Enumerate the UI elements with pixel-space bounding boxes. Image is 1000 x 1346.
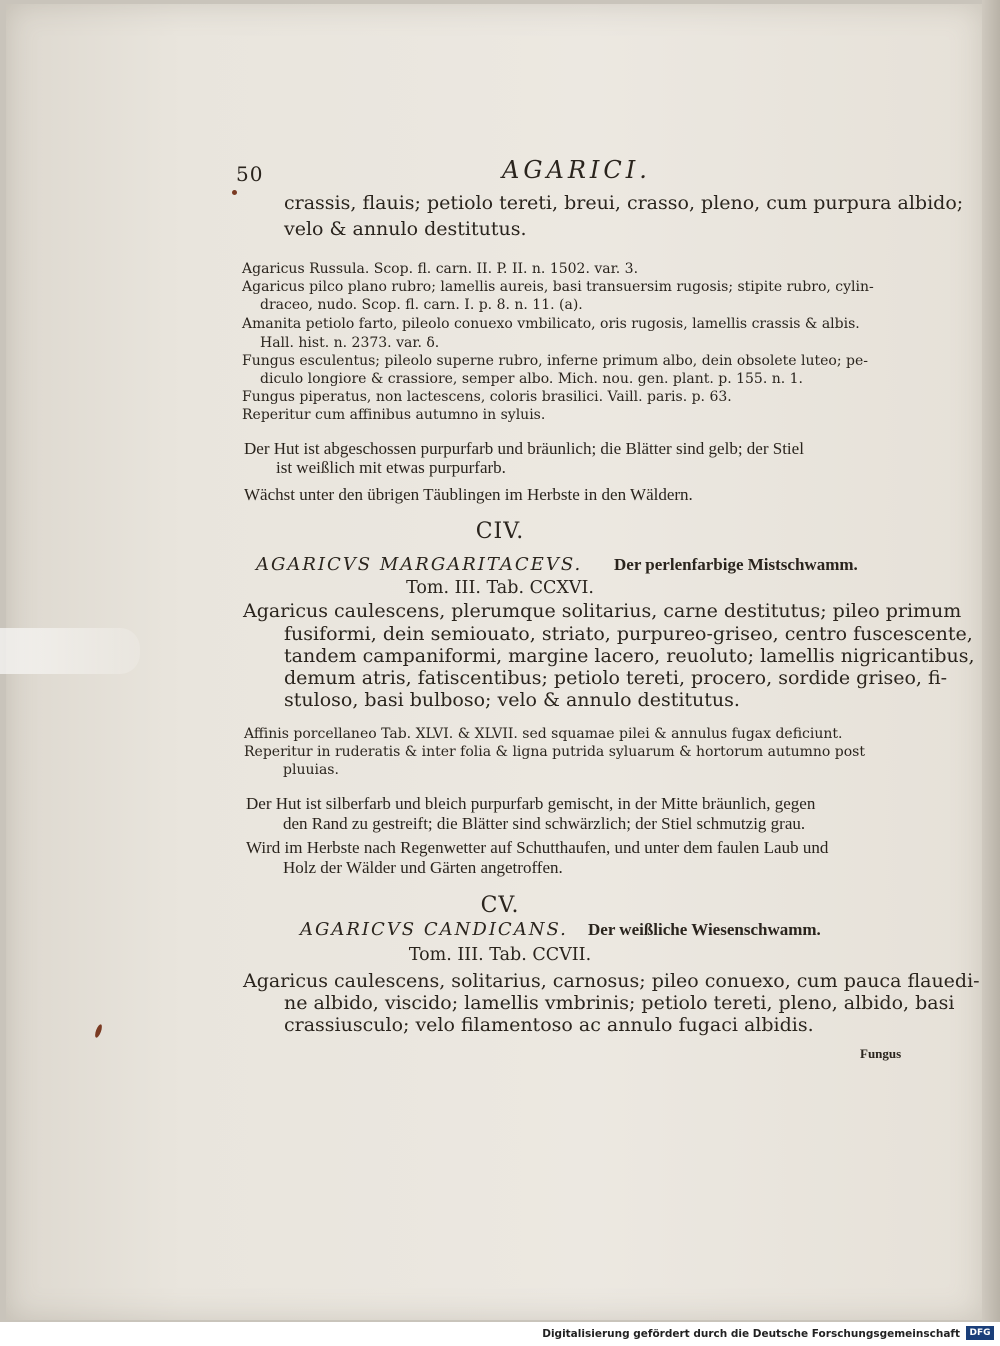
description-line: demum atris, fatiscentibus; petiolo tereti, procero, sordide griseo, fi- (284, 667, 948, 689)
reference-line: Agaricus pilco plano rubro; lamellis aureis, basi transuersim rugosis; stipite rubro, cylin- (242, 279, 874, 295)
footer-credit: Digitalisierung gefördert durch die Deutsche Forschungsgemeinschaft (542, 1328, 960, 1340)
section-number: CV. (480, 893, 520, 918)
species-german-name: Der weißliche Wiesenschwamm. (588, 920, 821, 939)
german-line: den Rand zu gestreift; die Blätter sind schwärzlich; der Stiel schmutzig grau. (283, 814, 806, 833)
german-line: Der Hut ist abgeschossen purpurfarb und bräunlich; die Blätter sind gelb; der Stiel (244, 439, 804, 458)
note-line: pluuias. (283, 762, 339, 778)
section-number: CIV. (475, 519, 525, 544)
reference-line: draceo, nudo. Scop. fl. carn. I. p. 8. n. 11. (a). (260, 297, 583, 313)
description-line: crassiusculo; velo filamentoso ac annulo fugaci albidis. (284, 1014, 814, 1036)
text-line: velo & annulo destitutus. (284, 218, 527, 240)
reference-line: Reperitur cum affinibus autumno in syluis. (242, 407, 546, 423)
page-edge (982, 0, 1000, 1322)
note-line: Affinis porcellaneo Tab. XLVI. & XLVII. sed squamae pilei & annulus fugax deficiunt. (244, 726, 843, 742)
page-number: 50 (236, 162, 264, 186)
plate-reference: Tom. III. Tab. CCXVI. (406, 578, 594, 598)
german-line: Wächst unter den übrigen Täublingen im Herbste in den Wäldern. (244, 485, 693, 504)
text-line: crassis, flauis; petiolo tereti, breui, crasso, pleno, cum purpura albido; (284, 192, 964, 214)
reference-line: diculo longiore & crassiore, semper albo. Mich. nou. gen. plant. p. 155. n. 1. (260, 371, 804, 387)
dfg-logo[interactable]: DFG (966, 1326, 994, 1340)
plate-reference: Tom. III. Tab. CCVII. (408, 945, 592, 965)
reference-line: Amanita petiolo farto, pileolo conuexo vmbilicato, oris rugosis, lamellis crassis & albis. (242, 316, 860, 332)
note-line: Reperitur in ruderatis & inter folia & ligna putrida syluarum & hortorum autumno post (244, 744, 865, 760)
german-line: ist weißlich mit etwas purpurfarb. (276, 458, 506, 477)
species-title: AGARICVS CANDICANS. (300, 919, 568, 940)
reference-line: Hall. hist. n. 2373. var. δ. (260, 335, 440, 351)
catchword: Fungus (860, 1046, 902, 1061)
running-head: AGARICI. (502, 156, 651, 184)
description-line: Agaricus caulescens, solitarius, carnosus; pileo conuexo, cum pauca flauedi- (243, 970, 980, 992)
german-line: Der Hut ist silberfarb und bleich purpurfarb gemischt, in der Mitte bräunlich, gegen (246, 794, 816, 813)
reference-line: Fungus piperatus, non lactescens, coloris brasilici. Vaill. paris. p. 63. (242, 389, 732, 405)
reference-line: Agaricus Russula. Scop. fl. carn. II. P. II. n. 1502. var. 3. (242, 261, 639, 277)
description-line: tandem campaniformi, margine lacero, reuoluto; lamellis nigricantibus, (284, 645, 975, 667)
description-line: Agaricus caulescens, plerumque solitarius, carne destitutus; pileo primum (243, 600, 962, 622)
description-line: ne albido, viscido; lamellis vmbrinis; petiolo tereti, pleno, albido, basi (284, 992, 955, 1014)
species-german-name: Der perlenfarbige Mistschwamm. (614, 555, 858, 574)
light-glare (0, 628, 140, 674)
footer-bar (0, 1322, 1000, 1346)
german-line: Wird im Herbste nach Regenwetter auf Schutthaufen, und unter dem faulen Laub und (246, 838, 829, 857)
reference-line: Fungus esculentus; pileolo superne rubro, inferne primum albo, dein obsolete luteo; pe- (242, 353, 869, 369)
german-line: Holz der Wälder und Gärten angetroffen. (283, 858, 563, 877)
species-title: AGARICVS MARGARITACEVS. (256, 554, 583, 575)
description-line: fusiformi, dein semiouato, striato, purpureo-griseo, centro fuscescente, (284, 623, 973, 645)
description-line: stuloso, basi bulboso; velo & annulo destitutus. (284, 689, 740, 711)
ink-spot (232, 190, 237, 195)
